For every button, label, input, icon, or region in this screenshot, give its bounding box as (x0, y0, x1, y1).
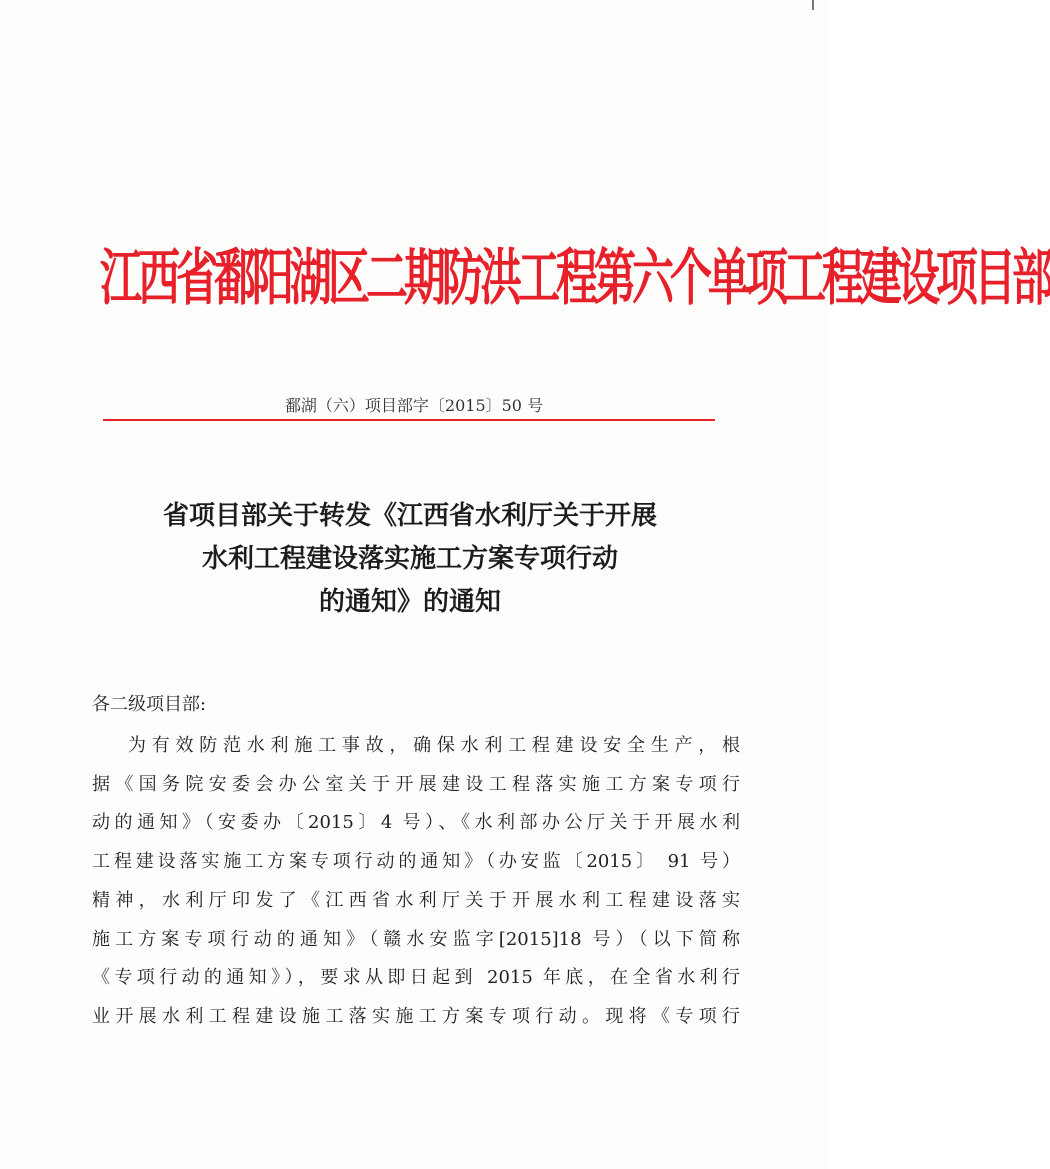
title-line-2: 水利工程建设落实施工方案专项行动 (201, 544, 618, 574)
document-title (90, 495, 730, 624)
body-line-6: 施工方案专项行动的通知》（赣水安监字[2015]18 号）（以下简称 (92, 928, 740, 950)
document-number: 鄱湖（六）项目部字〔2015〕50 号 (284, 396, 544, 415)
body-line-5: 精神，水利厅印发了《江西省水利厅关于开展水利工程建设落实 (92, 889, 740, 911)
body-line-2: 据《国务院安委会办公室关于开展建设工程落实施工方案专项行 (92, 773, 740, 795)
red-divider-line (103, 419, 715, 421)
body-line-7: 《专项行动的通知》），要求从即日起到 2015 年底，在全省水利行 (92, 967, 740, 989)
body-line-3: 动的通知》（安委办〔2015〕4 号）、《水利部办公厅关于开展水利 (92, 812, 740, 834)
org-header: 江西省鄱阳湖区二期防洪工程第六个单项工程建设项目部 (100, 241, 1050, 313)
body-line-1: 为有效防范水利施工事故，确保水利工程建设安全生产，根 (128, 735, 740, 756)
title-line-3: 的通知》的通知 (318, 587, 501, 617)
body-line-8: 业开展水利工程建设施工落实施工方案专项行动。现将《专项行 (92, 1005, 740, 1027)
title-line-1: 省项目部关于转发《江西省水利厅关于开展 (162, 501, 657, 531)
salutation: 各二级项目部: (92, 694, 207, 715)
scan-corner-mark (812, 0, 814, 10)
body-line-4: 工程建设落实施工方案专项行动的通知》（办安监〔2015〕 91 号） (92, 851, 740, 873)
body-paragraph (92, 727, 740, 1037)
